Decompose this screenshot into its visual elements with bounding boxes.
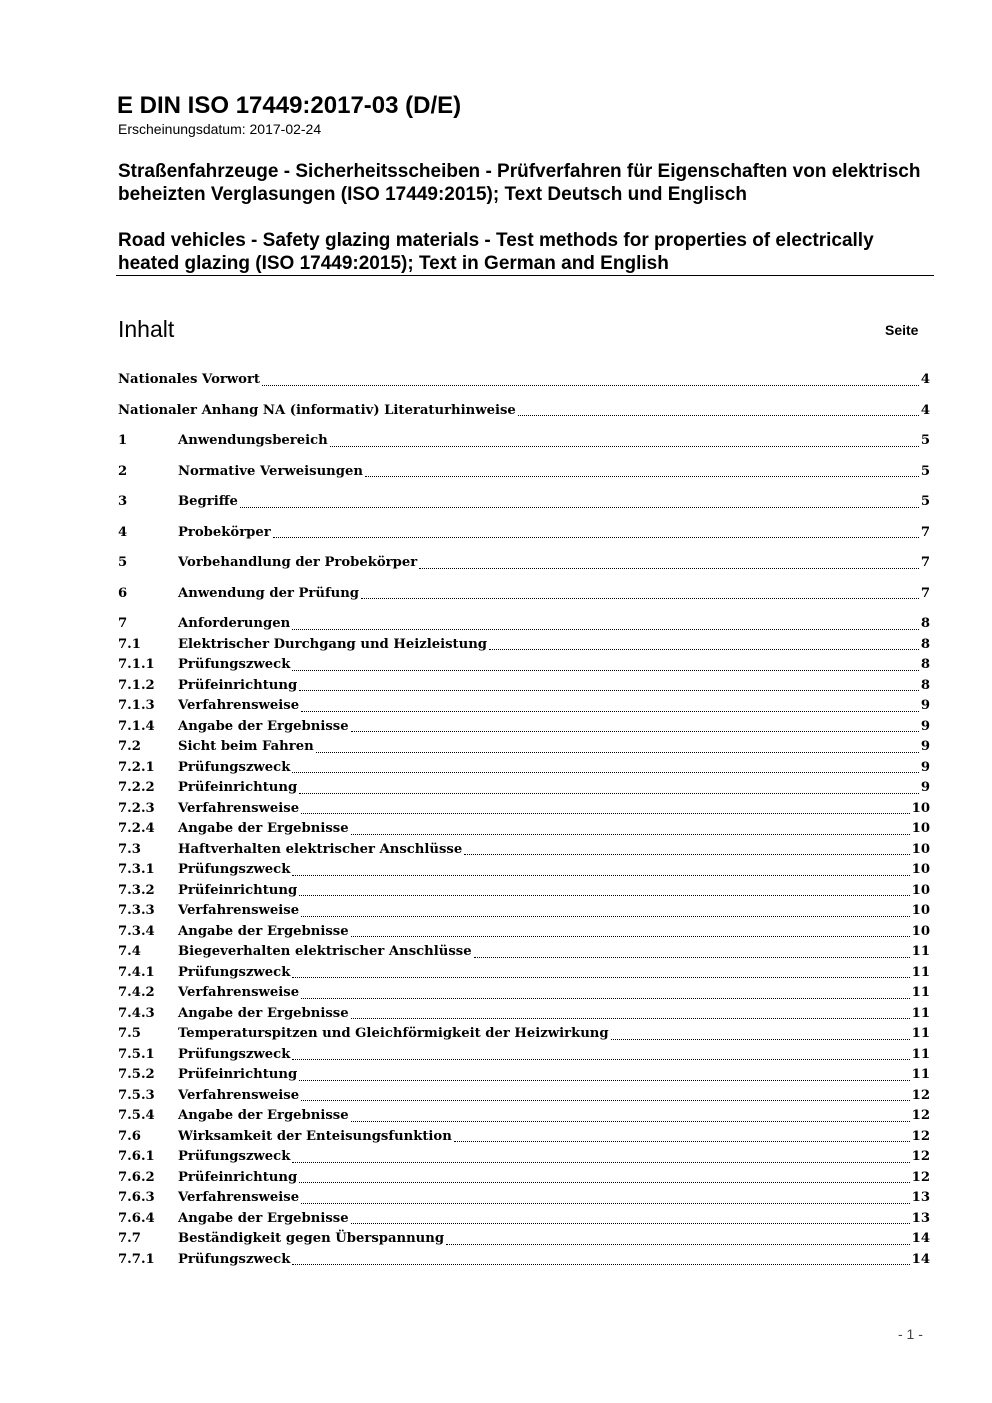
toc-entry-page: 12	[911, 1128, 930, 1144]
title-divider	[116, 275, 934, 276]
toc-dot-leader	[301, 998, 910, 999]
toc-entry-number: 7	[118, 616, 128, 631]
toc-entry-title: Verfahrensweise	[178, 698, 300, 713]
toc-dot-leader	[365, 476, 919, 477]
toc-entry-number: 7.4	[118, 944, 141, 959]
toc-entry-title: Prüfungszweck	[178, 759, 291, 775]
toc-dot-leader	[351, 1121, 910, 1122]
toc-entry-number: 7.1.4	[118, 718, 155, 734]
toc-entry-number: 7.1.3	[118, 698, 155, 713]
toc-entry-number: 7.2	[118, 739, 141, 754]
toc-entry-title: Prüfungszweck	[178, 862, 291, 877]
toc-entry[interactable]	[118, 1065, 930, 1086]
toc-entry-page: 10	[911, 821, 930, 836]
toc-entry[interactable]	[118, 523, 930, 544]
toc-entry-page: 12	[911, 1087, 930, 1103]
toc-entry-page: 8	[920, 677, 930, 693]
toc-entry-page: 7	[920, 555, 930, 570]
toc-entry[interactable]	[118, 737, 930, 758]
toc-entry[interactable]	[118, 1209, 930, 1230]
toc-entry-page: 10	[911, 841, 930, 857]
toc-entry-number: 5	[118, 555, 128, 570]
toc-entry[interactable]	[118, 1086, 930, 1107]
toc-dot-leader	[301, 813, 910, 814]
toc-entry-number: 7.3.3	[118, 903, 155, 918]
toc-entry-title: Prüfeinrichtung	[178, 1169, 298, 1185]
toc-entry[interactable]	[118, 717, 930, 738]
toc-entry-number: 7.6.1	[118, 1149, 155, 1164]
toc-entry[interactable]	[118, 696, 930, 717]
toc-dot-leader	[299, 895, 909, 896]
toc-entry-title: Angabe der Ergebnisse	[178, 821, 349, 836]
toc-entry-number: 7.2.3	[118, 800, 155, 816]
toc-entry[interactable]	[118, 1188, 930, 1209]
toc-entry[interactable]	[118, 370, 930, 391]
toc-entry[interactable]	[118, 1045, 930, 1066]
toc-entry-page: 7	[920, 585, 930, 601]
toc-entry[interactable]	[118, 676, 930, 697]
toc-entry[interactable]	[118, 1004, 930, 1025]
toc-entry-title: Anwendungsbereich	[178, 433, 328, 448]
toc-entry-page: 7	[920, 524, 930, 540]
toc-entry-title: Normative Verweisungen	[178, 463, 363, 479]
toc-dot-leader	[301, 711, 919, 712]
toc-entry-number: 7.3.4	[118, 923, 155, 939]
toc-entry-number: 2	[118, 463, 128, 479]
toc-entry-title: Verfahrensweise	[178, 1087, 300, 1103]
toc-entry-page: 12	[911, 1149, 930, 1164]
toc-dot-leader	[351, 834, 910, 835]
toc-entry-page: 9	[920, 698, 930, 713]
toc-dot-leader	[351, 1018, 910, 1019]
toc-entry-page: 8	[920, 616, 930, 631]
toc-entry-title: Prüfungszweck	[178, 1251, 291, 1267]
toc-dot-leader	[454, 1141, 910, 1142]
toc-entry-page: 9	[920, 739, 930, 754]
toc-entry-page: 9	[920, 718, 930, 734]
toc-entry[interactable]	[118, 778, 930, 799]
toc-entry[interactable]	[118, 819, 930, 840]
toc-entry-page: 10	[911, 800, 930, 816]
toc-entry[interactable]	[118, 1229, 930, 1250]
toc-entry-title: Verfahrensweise	[178, 1190, 300, 1205]
toc-entry-number: 7.6.2	[118, 1169, 155, 1185]
toc-entry[interactable]	[118, 1127, 930, 1148]
toc-entry-title: Verfahrensweise	[178, 800, 300, 816]
page-column-label: Seite	[885, 322, 919, 338]
toc-entry[interactable]	[118, 963, 930, 984]
toc-entry-page: 9	[920, 759, 930, 775]
toc-entry-number: 7.5.3	[118, 1087, 155, 1103]
toc-dot-leader	[292, 977, 909, 978]
toc-dot-leader	[292, 1059, 909, 1060]
toc-dot-leader	[292, 875, 909, 876]
toc-dot-leader	[240, 507, 919, 508]
toc-entry-number: 7.4.2	[118, 985, 155, 1000]
contents-heading: Inhalt	[118, 316, 175, 342]
toc-entry-page: 4	[920, 402, 930, 418]
toc-dot-leader	[292, 670, 918, 671]
toc-dot-leader	[299, 1182, 909, 1183]
toc-entry-number: 7.2.4	[118, 821, 155, 836]
toc-dot-leader	[299, 1080, 909, 1081]
toc-entry-title: Beständigkeit gegen Überspannung	[178, 1231, 445, 1246]
toc-entry-number: 7.4.3	[118, 1005, 155, 1021]
toc-dot-leader	[262, 385, 919, 386]
toc-entry-title: Sicht beim Fahren	[178, 739, 314, 754]
toc-entry[interactable]	[118, 758, 930, 779]
toc-dot-leader	[301, 1100, 910, 1101]
toc-entry-title: Nationales Vorwort	[118, 372, 260, 387]
toc-entry-title: Prüfungszweck	[178, 1046, 291, 1062]
toc-entry-number: 7.5.4	[118, 1108, 155, 1123]
toc-entry-title: Angabe der Ergebnisse	[178, 718, 349, 734]
toc-entry[interactable]	[118, 1024, 930, 1045]
toc-entry-number: 7.3.2	[118, 882, 155, 898]
toc-entry[interactable]	[118, 881, 930, 902]
toc-entry-title: Prüfeinrichtung	[178, 1067, 298, 1082]
toc-dot-leader	[299, 690, 919, 691]
toc-entry-title: Biegeverhalten elektrischer Anschlüsse	[178, 944, 472, 959]
toc-entry-title: Anforderungen	[178, 616, 291, 631]
toc-entry-page: 11	[911, 1026, 930, 1041]
toc-entry-title: Temperaturspitzen und Gleichförmigkeit der Heizwirkung	[178, 1026, 609, 1041]
toc-entry-number: 7.1	[118, 636, 141, 652]
toc-entry[interactable]	[118, 860, 930, 881]
toc-entry[interactable]	[118, 799, 930, 820]
toc-entry[interactable]	[118, 635, 930, 656]
toc-entry[interactable]	[118, 922, 930, 943]
toc-entry-page: 11	[911, 985, 930, 1000]
toc-entry[interactable]	[118, 1168, 930, 1189]
toc-entry-title: Verfahrensweise	[178, 903, 300, 918]
toc-dot-leader	[273, 537, 919, 538]
toc-entry[interactable]	[118, 614, 930, 635]
toc-entry[interactable]	[118, 942, 930, 963]
toc-entry[interactable]	[118, 462, 930, 483]
toc-entry-title: Nationaler Anhang NA (informativ) Literaturhinweise	[118, 402, 516, 418]
toc-entry-title: Probekörper	[178, 524, 271, 540]
toc-entry-page: 10	[911, 862, 930, 877]
toc-entry-page: 4	[920, 372, 930, 387]
toc-entry-number: 7.1.1	[118, 657, 155, 672]
toc-entry[interactable]	[118, 840, 930, 861]
toc-dot-leader	[518, 415, 919, 416]
toc-entry-number: 7.5.1	[118, 1046, 155, 1062]
toc-entry-title: Elektrischer Durchgang und Heizleistung	[178, 636, 488, 652]
toc-entry-number: 6	[118, 585, 128, 601]
toc-entry-page: 8	[920, 636, 930, 652]
toc-entry-title: Prüfeinrichtung	[178, 882, 298, 898]
document-number: E DIN ISO 17449:2017-03 (D/E)	[117, 92, 462, 119]
toc-entry-page: 12	[911, 1108, 930, 1123]
toc-entry-number: 7.2.2	[118, 780, 155, 795]
toc-dot-leader	[351, 936, 910, 937]
toc-entry-page: 12	[911, 1169, 930, 1185]
toc-entry-number: 7.5	[118, 1026, 141, 1041]
toc-dot-leader	[292, 772, 918, 773]
toc-entry-page: 8	[920, 657, 930, 672]
toc-entry-title: Anwendung der Prüfung	[178, 585, 360, 601]
toc-dot-leader	[351, 731, 919, 732]
toc-entry-page: 9	[920, 780, 930, 795]
toc-entry-number: 7.5.2	[118, 1067, 155, 1082]
toc-entry-title: Begriffe	[178, 494, 238, 509]
toc-entry-number: 7.2.1	[118, 759, 155, 775]
toc-dot-leader	[361, 598, 919, 599]
toc-entry-page: 5	[920, 463, 930, 479]
toc-entry-title: Angabe der Ergebnisse	[178, 1108, 349, 1123]
toc-entry-title: Prüfungszweck	[178, 657, 291, 672]
toc-entry-title: Angabe der Ergebnisse	[178, 923, 349, 939]
toc-dot-leader	[446, 1244, 910, 1245]
toc-dot-leader	[292, 1162, 909, 1163]
toc-entry[interactable]	[118, 401, 930, 422]
toc-entry[interactable]	[118, 431, 930, 452]
toc-entry-page: 13	[911, 1190, 930, 1205]
toc-entry-title: Angabe der Ergebnisse	[178, 1210, 349, 1226]
title-english: Road vehicles - Safety glazing materials - Test methods for properties of electrically heated glazing (ISO 17449:2015); Text in German and English	[118, 230, 874, 274]
toc-entry[interactable]	[118, 1147, 930, 1168]
toc-entry-number: 7.6	[118, 1128, 141, 1144]
toc-dot-leader	[292, 629, 919, 630]
toc-entry-number: 7.7	[118, 1231, 141, 1246]
toc-entry-number: 3	[118, 494, 128, 509]
toc-dot-leader	[301, 1203, 910, 1204]
toc-entry-page: 14	[911, 1231, 930, 1246]
toc-entry-number: 4	[118, 524, 128, 540]
toc-entry-number: 7.4.1	[118, 964, 155, 980]
toc-entry-title: Vorbehandlung der Probekörper	[178, 555, 418, 570]
toc-entry-page: 14	[911, 1251, 930, 1267]
toc-dot-leader	[301, 916, 910, 917]
toc-entry-page: 10	[911, 882, 930, 898]
toc-entry[interactable]	[118, 983, 930, 1004]
toc-entry-title: Prüfungszweck	[178, 964, 291, 980]
toc-entry-title: Prüfeinrichtung	[178, 677, 298, 693]
toc-entry[interactable]	[118, 901, 930, 922]
toc-entry-number: 7.3	[118, 841, 141, 857]
toc-dot-leader	[316, 752, 919, 753]
toc-dot-leader	[464, 854, 909, 855]
toc-dot-leader	[489, 649, 919, 650]
toc-entry-page: 5	[920, 494, 930, 509]
toc-entry[interactable]	[118, 584, 930, 605]
toc-entry-number: 7.6.3	[118, 1190, 155, 1205]
toc-dot-leader	[474, 957, 910, 958]
toc-dot-leader	[330, 446, 919, 447]
toc-entry-page: 5	[920, 433, 930, 448]
toc-entry-title: Verfahrensweise	[178, 985, 300, 1000]
toc-entry-number: 7.7.1	[118, 1251, 155, 1267]
toc-entry[interactable]	[118, 553, 930, 574]
toc-dot-leader	[351, 1223, 910, 1224]
toc-entry[interactable]	[118, 492, 930, 513]
footer-page-number: - 1 -	[898, 1326, 923, 1342]
toc-entry-title: Prüfungszweck	[178, 1149, 291, 1164]
toc-entry-page: 11	[911, 964, 930, 980]
toc-dot-leader	[419, 568, 919, 569]
publication-date: Erscheinungsdatum: 2017-02-24	[118, 121, 322, 137]
toc-entry[interactable]	[118, 655, 930, 676]
toc-entry-page: 11	[911, 1005, 930, 1021]
toc-entry[interactable]	[118, 1106, 930, 1127]
toc-entry-page: 10	[911, 903, 930, 918]
toc-entry-number: 1	[118, 433, 128, 448]
title-german: Straßenfahrzeuge - Sicherheitsscheiben - Prüfverfahren für Eigenschaften von elektrisch beheizten Verglasungen (ISO 17449:2015); Text Deutsch und Englisch	[118, 161, 921, 205]
toc-dot-leader	[299, 793, 919, 794]
toc-entry-title: Wirksamkeit der Enteisungsfunktion	[178, 1128, 452, 1144]
table-of-contents	[118, 370, 930, 1270]
toc-entry-page: 11	[911, 944, 930, 959]
toc-entry-number: 7.6.4	[118, 1210, 155, 1226]
toc-entry[interactable]	[118, 1250, 930, 1271]
toc-entry-title: Haftverhalten elektrischer Anschlüsse	[178, 841, 463, 857]
toc-entry-number: 7.3.1	[118, 862, 155, 877]
toc-entry-page: 11	[911, 1046, 930, 1062]
toc-dot-leader	[611, 1039, 910, 1040]
toc-entry-page: 11	[911, 1067, 930, 1082]
toc-entry-title: Prüfeinrichtung	[178, 780, 298, 795]
toc-entry-number: 7.1.2	[118, 677, 155, 693]
toc-entry-page: 13	[911, 1210, 930, 1226]
toc-dot-leader	[292, 1264, 909, 1265]
toc-entry-page: 10	[911, 923, 930, 939]
toc-entry-title: Angabe der Ergebnisse	[178, 1005, 349, 1021]
